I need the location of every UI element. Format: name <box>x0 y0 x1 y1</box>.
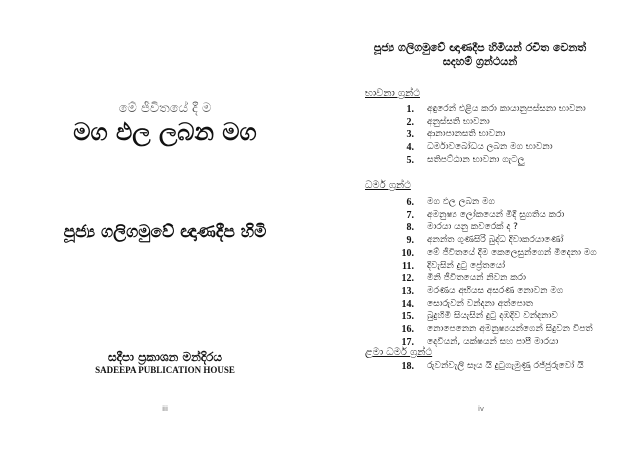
item-title: අනන්ත ගුණසිරි බුද්ධ දිවාකරයාණෝ <box>427 235 564 246</box>
item-number: 12. <box>401 273 414 285</box>
item-title: මාරයා යනු කවරෙක් ද ? <box>427 222 518 233</box>
item-number: 14. <box>401 298 414 310</box>
item-title: මේ ජීවිතයේ දීම කෙලෙසුන්ගෙන් මිදෙනා මග <box>427 247 597 258</box>
item-number: 7. <box>406 209 414 221</box>
section-title: ළමා ධර්ම ග්‍රන්ථ <box>365 347 433 358</box>
item-number: 3. <box>406 129 414 141</box>
book-title: මග ඵල ලබන මග <box>73 118 257 146</box>
item-number: 11. <box>402 260 414 272</box>
item-title: මග ඵල ලබන මග <box>427 197 495 207</box>
item-title: ධර්මාවබෝධය ලබන මග භාවනා <box>427 142 553 153</box>
item-title: නොපෙනෙන අමනුෂ්‍යයන්ගෙන් සිදුවන විපත් <box>427 324 593 334</box>
item-number: 1. <box>406 104 414 115</box>
item-number: 8. <box>406 222 414 234</box>
item-number: 17. <box>401 336 414 348</box>
item-number: 16. <box>401 324 414 335</box>
item-number: 15. <box>401 311 414 323</box>
item-title: අඳුරෙන් එළිය කරා කායානුපස්සනා භාවනා <box>427 104 586 114</box>
section-title: භාවනා ග්‍රන්ථ <box>365 88 420 99</box>
list-heading-line1: පූජ්‍ය ගලිගමුවේ ඥාණදීප හිමියන් රචිත වෙනත් <box>373 41 587 54</box>
item-title: සතිපට්ඨාන භාවනා ගැටලු <box>427 154 525 165</box>
item-number: 10. <box>401 247 414 259</box>
item-title: මරණය අභියස අසරණ නොවන මග <box>427 285 564 296</box>
list-heading-line2: සදහම් ග්‍රන්ථයන් <box>442 55 518 68</box>
item-title: ආනාපානසති භාවනා <box>427 129 506 140</box>
item-title: අනුස්සති භාවනා <box>427 116 490 127</box>
book-author: පූජ්‍ය ගලිගමුවේ ඥාණදීප හිමි <box>63 222 267 242</box>
item-title: සොරුවන් වන්දනා අත්පොත <box>427 298 533 309</box>
list-item <box>380 361 620 375</box>
book-subtitle: මේ ජීවිතයේ දී ම <box>118 101 212 116</box>
list-item <box>380 155 620 169</box>
item-number: 5. <box>406 154 414 166</box>
item-number: 6. <box>406 197 414 208</box>
section-title: ධර්ම ග්‍රන්ථ <box>365 180 411 191</box>
page-number-right: iv <box>477 405 485 413</box>
item-number: 13. <box>401 285 414 297</box>
item-title: දිවැසින් දුටු ප්‍රේතයෝ <box>427 260 506 271</box>
item-number: 2. <box>406 116 414 128</box>
item-number: 4. <box>406 142 414 154</box>
page-number-left: iii <box>162 405 168 413</box>
item-title: අමනුෂ්‍ය ලෝකයෙන් මිදී සුගතිය කරා <box>427 209 565 220</box>
item-number: 9. <box>406 235 414 247</box>
item-title: මිනි ජීවිතයෙන් නිවන කරා <box>427 273 526 284</box>
item-number: 18. <box>401 361 414 372</box>
publisher-english: SADEEPA PUBLICATION HOUSE <box>95 365 235 375</box>
item-title: බුදුහිමි සියැසින් දුටු දඹදිව වන්දනාව <box>427 311 558 322</box>
publisher-sinhala: සදීපා ප්‍රකාශන මන්දිරය <box>107 350 223 364</box>
item-title: දෙවියන්, යක්ෂයන් සහ පාපී මාරයා <box>427 336 559 347</box>
item-title: රුවන්වැලි සෑය යි දුටුගැමුණු රජ්ජුරුවෝ යි <box>427 361 584 371</box>
